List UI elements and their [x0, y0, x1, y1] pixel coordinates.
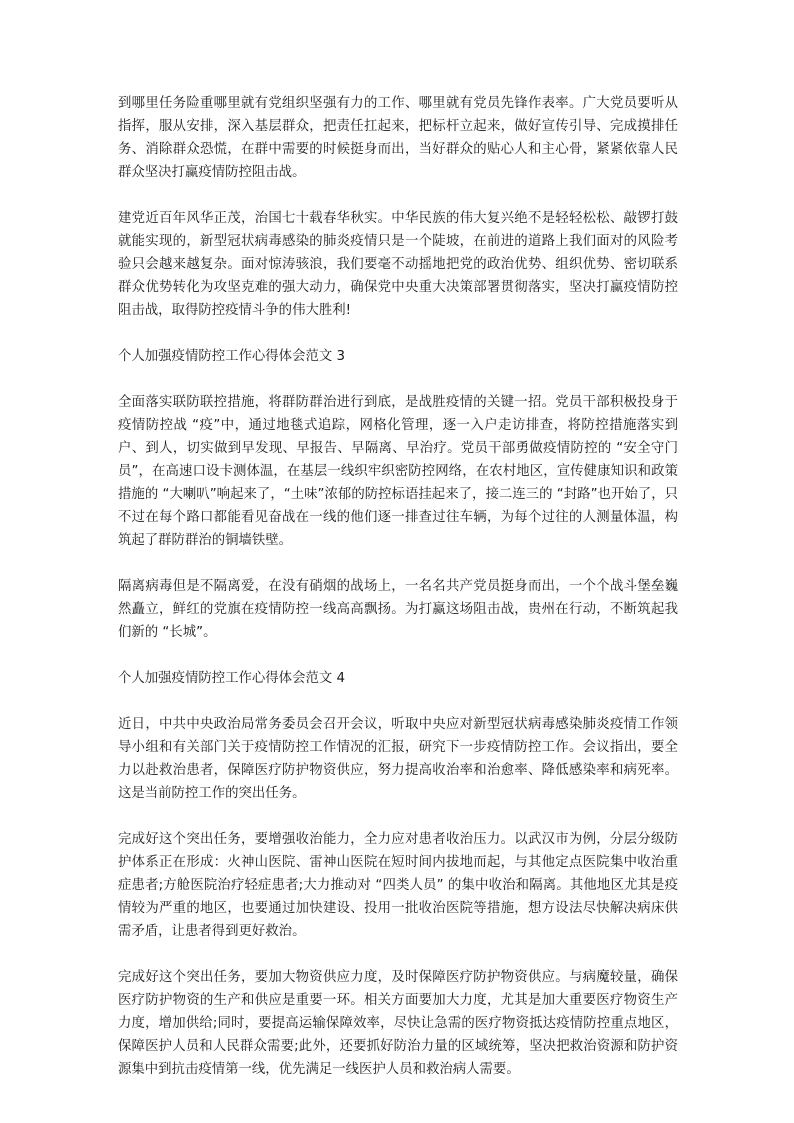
paragraph-6: 完成好这个突出任务，要增强收治能力，全力应对患者收治压力。以武汉市为例，分层分级防护体系正在形成：火神山医院、雷神山医院在短时间内拔地而起，与其他定点医院集中收治重症患者;方舱医院治疗轻症患者;大力推动对 “四类人员” 的集中收治和隔离。其他地区尤其是疫情较为严重的地区，也要通过加快建设、投用一批收治医院等措施，想方设法尽快解决病床供需矛盾，让患者得到更好救治。 [118, 832, 678, 939]
document-page [118, 92, 678, 1104]
paragraph-2: 建党近百年风华正茂，治国七十载春华秋实。中华民族的伟大复兴绝不是轻轻松松、敲锣打鼓就能实现的，新型冠状病毒感染的肺炎疫情只是一个陡坡，在前进的道路上我们面对的风险考验只会越来越复杂。面对惊涛骇浪，我们要毫不动摇地把党的政治优势、组织优势、密切联系群众优势转化为攻坚克难的强大动力，确保党中央重大决策部署贯彻落实，坚决打赢疫情防控阻击战，取得防控疫情斗争的伟大胜利! [118, 211, 678, 318]
paragraph-5: 近日，中共中央政治局常务委员会召开会议，听取中央应对新型冠状病毒感染肺炎疫情工作领导小组和有关部门关于疫情防控工作情况的汇报，研究下一步疫情防控工作。会议指出，要全力以赴救治患者，保障医疗防护物资供应，努力提高收治率和治愈率、降低感染率和病死率。这是当前防控工作的突出任务。 [118, 717, 678, 801]
paragraph-7: 完成好这个突出任务，要加大物资供应力度，及时保障医疗防护物资供应。与病魔较量，确保医疗防护物资的生产和供应是重要一环。相关方面要加大力度，尤其是加大重要医疗物资生产力度，增加供给;同时，要提高运输保障效率，尽快让急需的医疗物资抵达疫情防控重点地区，保障医护人员和人民群众需要;此外，还要抓好防治力量的区域统筹，坚决把救治资源和防护资源集中到抗击疫情第一线，优先满足一线医护人员和救治病人需要。 [118, 970, 678, 1077]
section-heading-3: 个人加强疫情防控工作心得体会范文 3 [118, 349, 346, 364]
paragraph-4: 隔离病毒但是不隔离爱，在没有硝烟的战场上，一名名共产党员挺身而出，一个个战斗堡垒巍然矗立，鲜红的党旗在疫情防控一线高高飘扬。为打赢这场阻击战，贵州在行动，不断筑起我们新的 “长城”。 [118, 579, 678, 640]
paragraph-3: 全面落实联防联控措施，将群防群治进行到底，是战胜疫情的关键一招。党员干部积极投身于疫情防控战 “疫”中，通过地毯式追踪，网格化管理，逐一入户走访排查，将防控措施落实到户、到人，切实做到早发现、早报告、早隔离、早治疗。党员干部勇做疫情防控的 “安全守门员”，在高速口设卡测体温，在基层一线织牢织密防控网络，在农村地区，宣传健康知识和政策措施的 “大喇叭”响起来了，“土味”浓郁的防控标语挂起来了，接二连三的 “封路”也开始了，只不过在每个路口都能看见奋战在一线的他们逐一排查过往车辆，为每个过往的人测量体温，构筑起了群防群治的铜墙铁壁。 [118, 395, 678, 548]
section-heading-4: 个人加强疫情防控工作心得体会范文 4 [118, 671, 346, 686]
paragraph-1: 到哪里任务险重哪里就有党组织坚强有力的工作、哪里就有党员先锋作表率。广大党员要听从指挥，服从安排，深入基层群众，把责任扛起来，把标杆立起来，做好宣传引导、完成摸排任务、消除群众恐慌，在群中需要的时候挺身而出，当好群众的贴心人和主心骨，紧紧依靠人民群众坚决打赢疫情防控阻击战。 [118, 96, 678, 180]
